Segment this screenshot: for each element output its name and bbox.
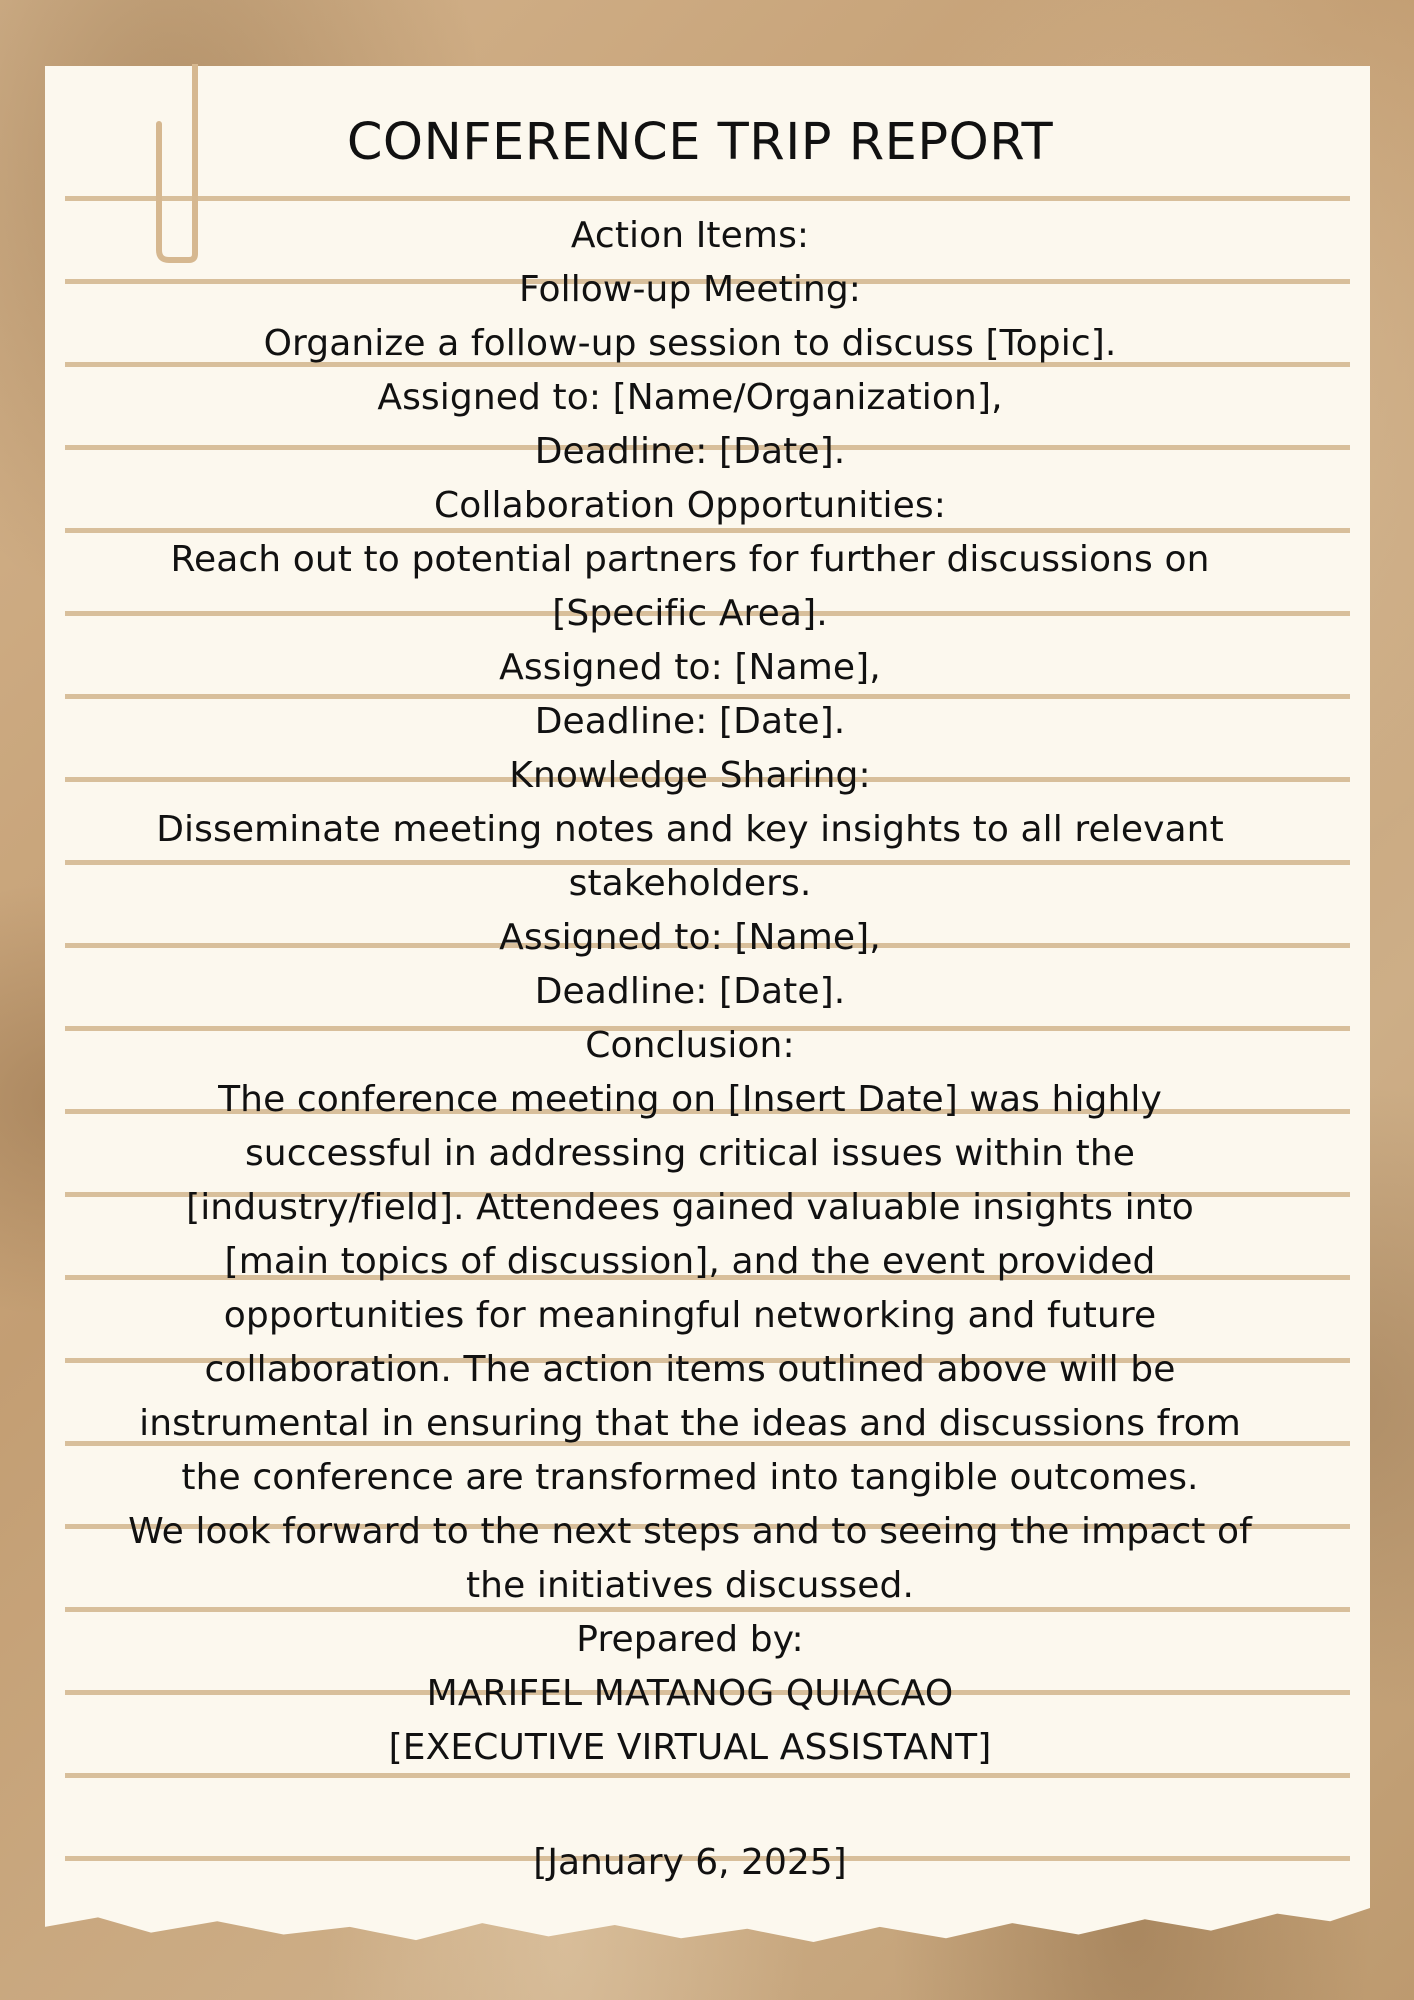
item-assigned: Assigned to: [Name/Organization],	[377, 377, 1003, 418]
conclusion-line: the conference are transformed into tangible outcomes.	[181, 1457, 1199, 1498]
item-heading: Collaboration Opportunities:	[434, 485, 946, 526]
item-deadline: Deadline: [Date].	[534, 971, 846, 1012]
action-items-heading: Action Items:	[570, 215, 810, 256]
item-heading: Knowledge Sharing:	[509, 755, 871, 796]
report-body	[90, 209, 1290, 1775]
item-deadline: Deadline: [Date].	[534, 431, 846, 472]
author-title: [EXECUTIVE VIRTUAL ASSISTANT]	[388, 1727, 992, 1768]
item-deadline: Deadline: [Date].	[534, 701, 846, 742]
item-description: stakeholders.	[568, 863, 812, 904]
conclusion-line: instrumental in ensuring that the ideas and discussions from	[139, 1403, 1241, 1444]
report-date: [January 6, 2025]	[533, 1842, 847, 1883]
prepared-by-label: Prepared by:	[576, 1619, 804, 1660]
item-assigned: Assigned to: [Name],	[499, 917, 881, 958]
page-title: CONFERENCE TRIP REPORT	[346, 113, 1054, 172]
conclusion-line: [industry/field]. Attendees gained valuable insights into	[186, 1187, 1194, 1228]
item-description: Reach out to potential partners for further discussions on	[170, 539, 1210, 580]
item-description: [Specific Area].	[552, 593, 828, 634]
author-name: MARIFEL MATANOG QUIACAO	[426, 1673, 954, 1714]
conclusion-line: opportunities for meaningful networking and future	[223, 1295, 1157, 1336]
conclusion-line: [main topics of discussion], and the event provided	[224, 1241, 1156, 1282]
conclusion-heading: Conclusion:	[585, 1025, 795, 1066]
item-heading: Follow-up Meeting:	[518, 269, 862, 310]
conclusion-line: We look forward to the next steps and to seeing the impact of	[128, 1511, 1252, 1552]
conclusion-line: The conference meeting on [Insert Date] was highly	[218, 1079, 1162, 1120]
conclusion-line: successful in addressing critical issues within the	[244, 1133, 1136, 1174]
conclusion-line: the initiatives discussed.	[465, 1565, 915, 1606]
conclusion-line: collaboration. The action items outlined above will be	[204, 1349, 1176, 1390]
item-description: Organize a follow-up session to discuss [Topic].	[263, 323, 1117, 364]
item-description: Disseminate meeting notes and key insights to all relevant	[156, 809, 1224, 850]
item-assigned: Assigned to: [Name],	[499, 647, 881, 688]
ruled-line	[65, 196, 1350, 201]
